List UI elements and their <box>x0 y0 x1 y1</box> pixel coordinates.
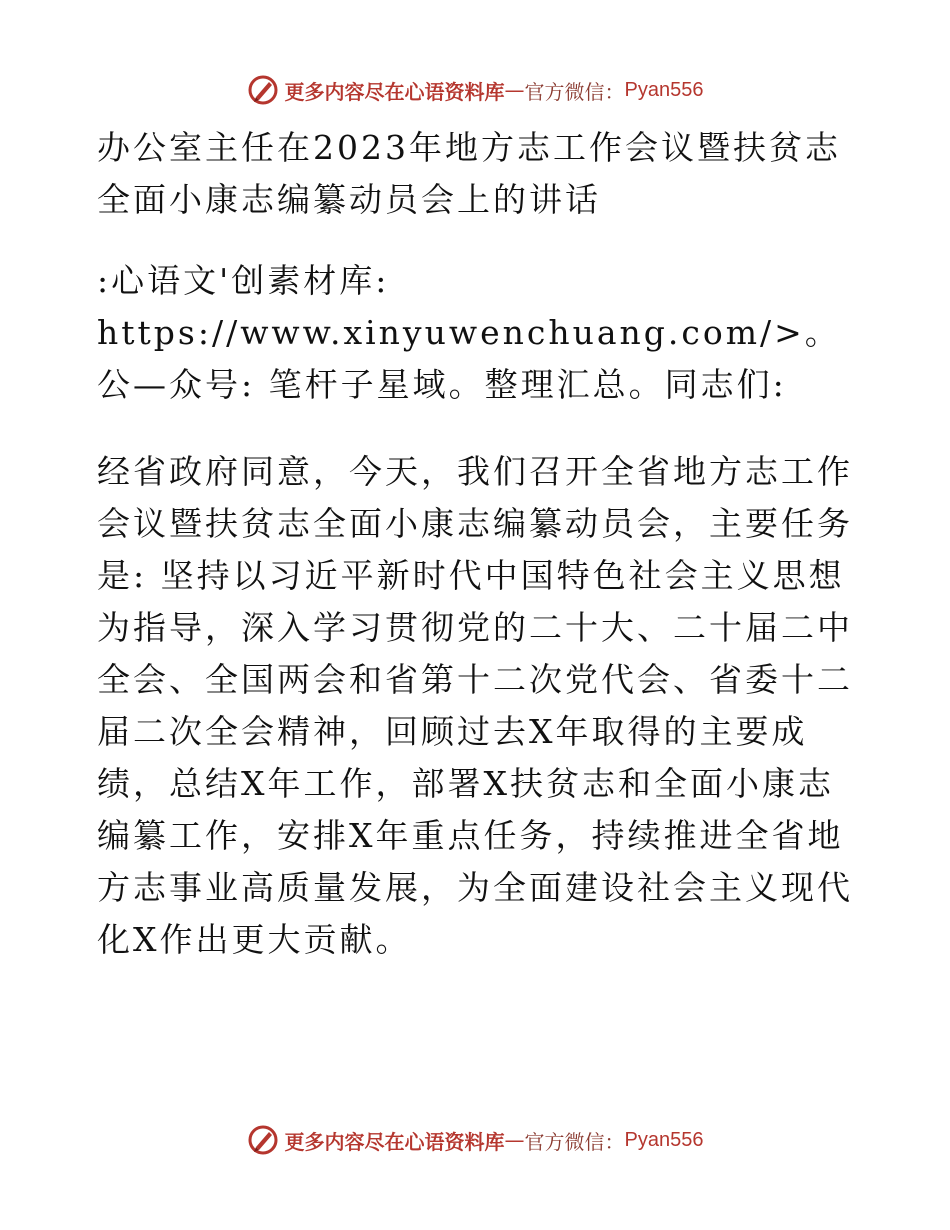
header-brand-text: 更多内容尽在心语资料库 <box>284 79 505 104</box>
header-separator: — <box>504 78 525 102</box>
source-line <box>97 255 857 411</box>
footer-banner <box>0 1120 950 1160</box>
footer-brand-text: 更多内容尽在心语资料库 <box>284 1129 505 1154</box>
body-paragraph <box>97 446 857 966</box>
paragraph-text: 经省政府同意，今天，我们召开全省地方志工作会议暨扶贫志全面小康志编纂动员会，主要任务是: 坚持以习近平新时代中国特色社会主义思想为指导，深入学习贯彻党的二十大、二十届二中全会、全国两会和省第十二次党代会、省委十二届二次全会精神，回顾过去X年取得的主要成绩，总结X年工作，部署X扶贫志和全面小康志编纂工作，安排X年重点任务，持续推进全省地方志事业高质量发展，为全面建设社会主义现代化X作出更大贡献。 <box>97 452 853 959</box>
source-text: :心语文'创素材库: https://www.xinyuwenchuang.com/>。公—众号: 笔杆子星域。整理汇总。同志们: <box>97 261 841 404</box>
document-title <box>97 122 857 226</box>
header-wechat-id: Pyan556 <box>624 78 704 101</box>
footer-wechat-label: 官方微信： <box>524 1129 625 1154</box>
header-wechat-label: 官方微信： <box>524 79 625 104</box>
footer-separator: — <box>504 1128 525 1152</box>
footer-wechat-id: Pyan556 <box>624 1128 704 1151</box>
pen-logo-icon <box>247 1124 279 1156</box>
title-text: 办公室主任在2023年地方志工作会议暨扶贫志全面小康志编纂动员会上的讲话 <box>97 128 841 219</box>
pen-logo-icon <box>247 74 279 106</box>
header-banner <box>0 70 950 110</box>
